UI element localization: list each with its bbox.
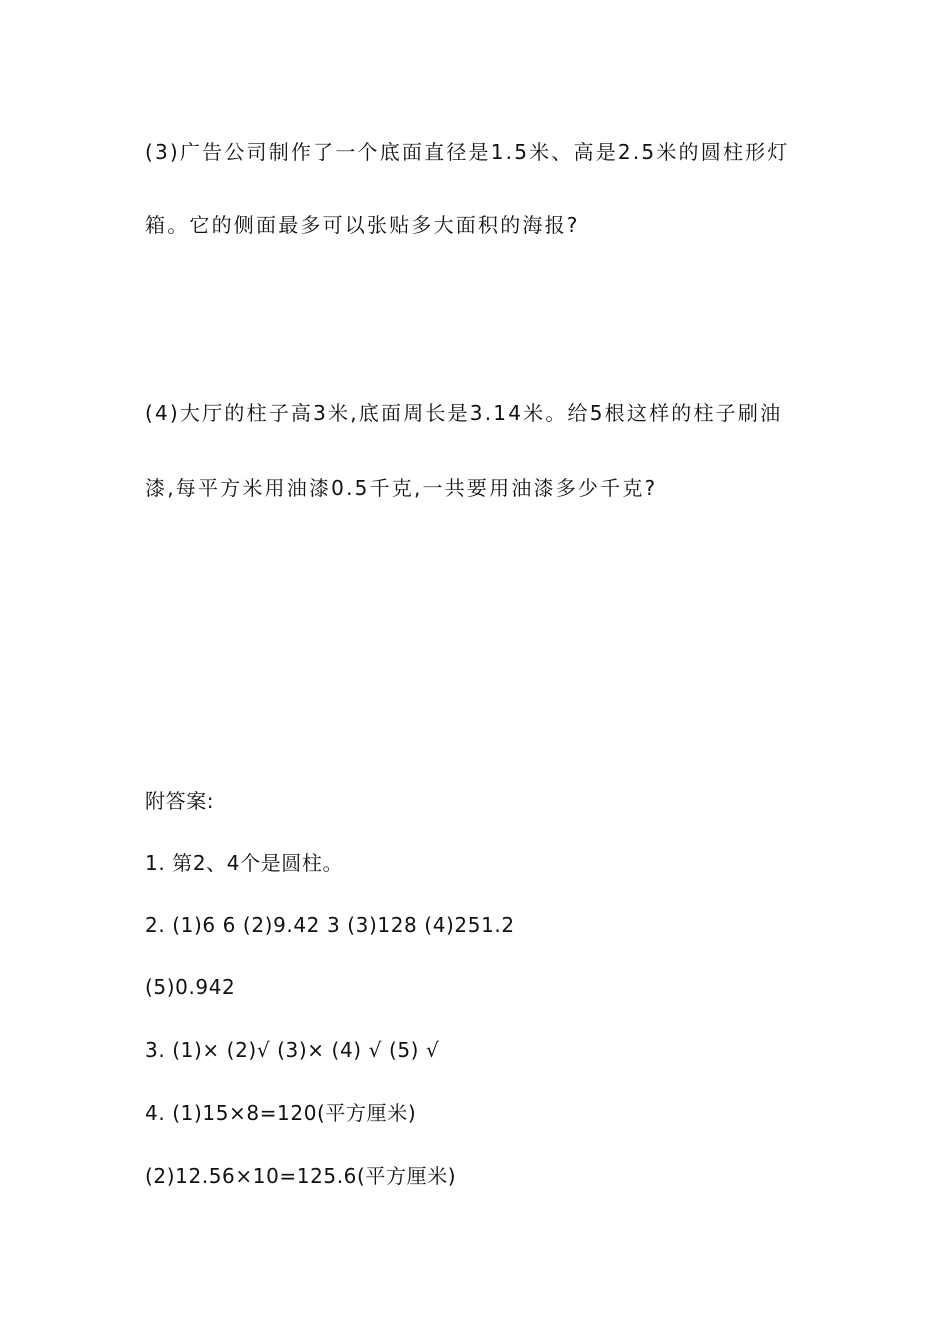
answer-3: 3. (1)× (2)√ (3)× (4) √ (5) √ [145,1038,440,1062]
answer-heading: 附答案: [145,789,215,813]
answer-1: 1. 第2、4个是圆柱。 [145,851,344,875]
question-3-line-1: (3)广告公司制作了一个底面直径是1.5米、高是2.5米的圆柱形灯 [145,140,790,164]
answer-4-line-2: (2)12.56×10=125.6(平方厘米) [145,1164,457,1188]
question-4-line-1: (4)大厅的柱子高3米,底面周长是3.14米。给5根这样的柱子刷油 [145,401,783,425]
answer-2-line-2: (5)0.942 [145,975,236,999]
answer-4-line-1: 4. (1)15×8=120(平方厘米) [145,1101,417,1125]
question-4-line-2: 漆,每平方米用油漆0.5千克,一共要用油漆多少千克? [145,476,658,500]
question-3-line-2: 箱。它的侧面最多可以张贴多大面积的海报? [145,213,580,237]
answer-2-line-1: 2. (1)6 6 (2)9.42 3 (3)128 (4)251.2 [145,913,515,937]
